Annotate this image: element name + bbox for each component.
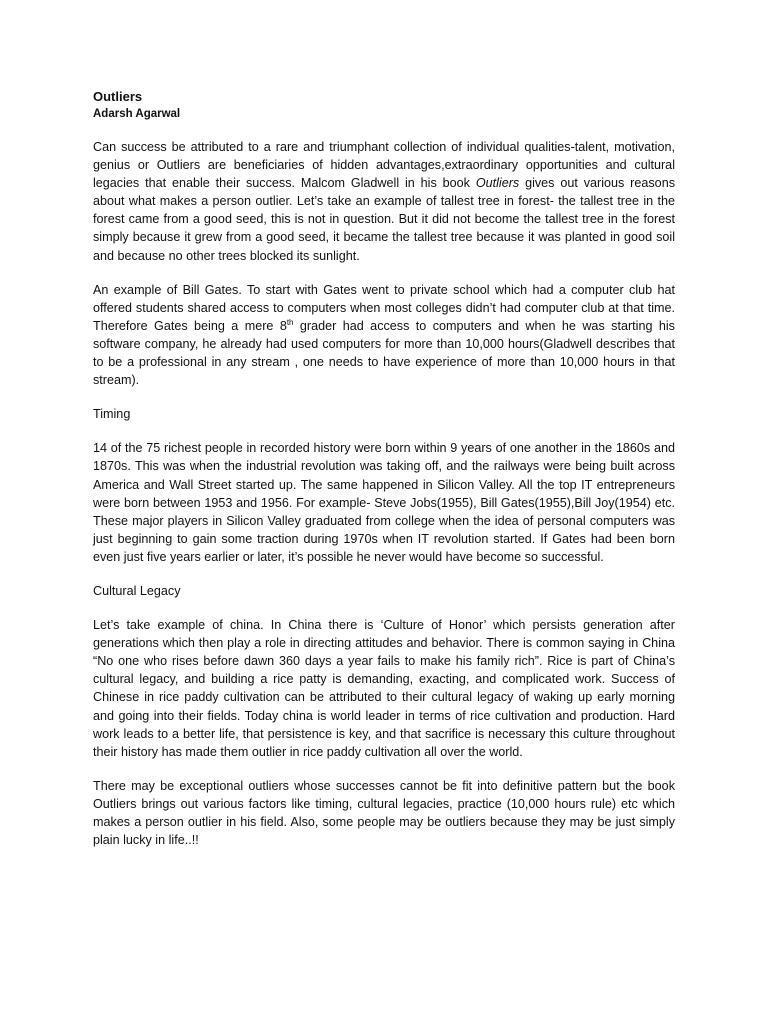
timing-paragraph: 14 of the 75 richest people in recorded history were born within 9 years of one another in the 1860s and 1870s. This was when the industrial revolution was taking off, and the railways were being built across America and Wall Street started up. The same happened in Silicon Valley. All the top IT entrepreneurs were born between 1953 and 1956. For example- Steve Jobs(1955), Bill Gates(1955),Bill Joy(1954) etc. These major players in Silicon Valley graduated from college when the idea of personal computers was just beginning to gain some traction during 1970s when IT revolution started. If Gates had been born even just five years earlier or later, it’s possible he never would have become so successful. (93, 441, 675, 564)
gates-paragraph (93, 281, 675, 390)
document-title: Outliers (93, 89, 143, 104)
intro-text-start: Can success be attributed to a rare and triumphant collection of individual qualities-talent, motivation, genius or Outliers are beneficiaries of hidden advantages,extraordinary opportunities and cultural legacies that enable their success. Malcom Gladwell in his book (93, 140, 675, 191)
cultural-legacy-paragraph: Let’s take example of china. In China there is ‘Culture of Honor’ which persists generation after generations which then play a role in directing attitudes and behavior. There is common saying in China “No one who rises before dawn 360 days a year fails to make his family rich”. Rice is part of China’s cultural legacy, and building a rice patty is demanding, exacting, and complicated work. Success of Chinese in rice paddy cultivation can be attributed to their cultural legacy of waking up early morning and going into their fields. Today china is world leader in terms of rice cultivation and production. Hard work leads to a better life, that persistence is key, and that sacrifice is necessary this culture throughout their history has made them outlier in rice paddy cultivation all over the world. (93, 618, 675, 759)
gates-text-start: An example of Bill Gates. To start with Gates went to private school which had a computer club hat offered students shared access to computers when most colleges didn’t had computer club at that time. Therefore Gates being a mere 8 (93, 282, 675, 333)
document-author: Adarsh Agarwal (93, 108, 181, 120)
ordinal-superscript: th (286, 317, 294, 327)
conclusion-paragraph: There may be exceptional outliers whose successes cannot be fit into definitive pattern but the book Outliers brings out various factors like timing, cultural legacies, practice (10,000 hours rule) etc which makes a person outlier in his field. Also, some people may be outliers because they may be just simply plain lucky in life..!! (93, 778, 675, 848)
intro-text-end: gives out various reasons about what makes a person outlier. Let’s take an example of tallest tree in forest- the tallest tree in the forest came from a good seed, this is not in question. But it did not become the tallest tree in the forest simply because it grew from a good seed, it became the tallest tree because it was planted in good soil and because no other trees blocked its sunlight. (93, 176, 675, 263)
document-page (93, 88, 675, 865)
cultural-legacy-heading: Cultural Legacy (93, 583, 181, 598)
gates-text-end: grader had access to computers and when he was starting his software company, he already had used computers for more than 10,000 hours(Gladwell describes that to be a professional in any stream , one needs to have experience of more than 10,000 hours in that stream). (93, 318, 675, 388)
timing-heading: Timing (93, 407, 131, 422)
book-title-italic: Outliers (475, 176, 520, 191)
intro-paragraph (93, 138, 675, 265)
